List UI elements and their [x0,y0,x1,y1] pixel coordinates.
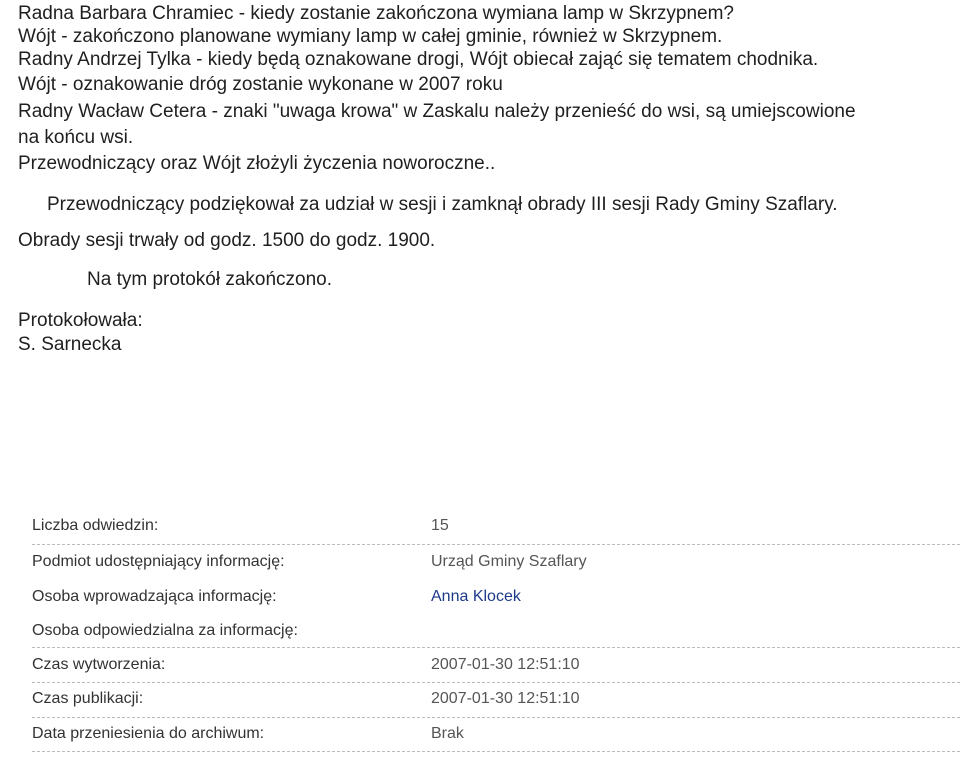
text-line: Radna Barbara Chramiec - kiedy zostanie zakończona wymiana lamp w Skrzypnem? [18,3,734,24]
text-line: Radny Andrzej Tylka - kiedy będą oznakowane drogi, Wójt obiecał zająć się tematem chodnika. [18,49,819,70]
row-divider [32,682,960,683]
row-divider [32,647,960,648]
text-line: Wójt - oznakowanie dróg zostanie wykonane w 2007 roku [18,74,503,95]
text-line: Obrady sesji trwały od godz. 1500 do godz. 1900. [18,230,436,251]
text-line: Radny Wacław Cetera - znaki "uwaga krowa" w Zaskalu należy przenieść do wsi, są umiejscowione [18,101,856,122]
meta-value: 2007-01-30 12:51:10 [431,690,580,707]
meta-row-responsible [0,622,960,658]
text-line: na końcu wsi. [18,127,134,148]
meta-label: Czas wytworzenia: [32,656,166,673]
meta-label: Data przeniesienia do archiwum: [32,725,265,742]
meta-value: 15 [431,517,449,534]
meta-label: Podmiot udostępniający informację: [32,553,285,570]
meta-row-created [0,656,960,692]
text-line: Wójt - zakończono planowane wymiany lamp w całej gminie, również w Skrzypnem. [18,26,723,47]
meta-label: Liczba odwiedzin: [32,517,159,534]
meta-row-entered-by [0,588,960,624]
text-line: Protokołowała: [18,310,143,331]
meta-value: Brak [431,725,464,742]
text-line: Na tym protokół zakończono. [87,269,333,290]
meta-row-archive [0,725,960,761]
row-divider [32,751,960,752]
text-line: Przewodniczący oraz Wójt złożyli życzenia noworoczne.. [18,153,496,174]
meta-label: Czas publikacji: [32,690,144,707]
signature-name: S. Sarnecka [18,334,122,355]
meta-row-published [0,690,960,726]
meta-label: Osoba wprowadzająca informację: [32,588,277,605]
meta-value: 2007-01-30 12:51:10 [431,656,580,673]
meta-row-visits [0,517,960,553]
row-divider [32,717,960,718]
text-line: Przewodniczący podziękował za udział w sesji i zamknął obrady III sesji Rady Gminy Szaflary. [47,194,838,215]
row-divider [32,544,960,545]
meta-row-publisher [0,553,960,589]
meta-label: Osoba odpowiedzialna za informację: [32,622,298,639]
author-link[interactable]: Anna Klocek [431,588,521,605]
meta-value: Urząd Gminy Szaflary [431,553,587,570]
